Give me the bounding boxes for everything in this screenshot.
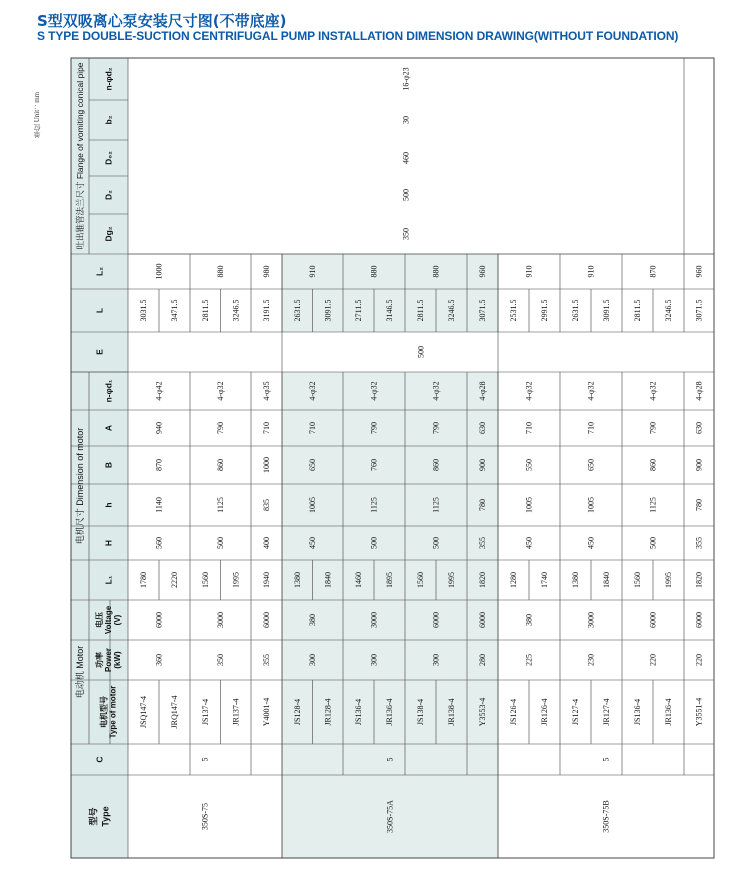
value-a: 710 (524, 422, 534, 434)
motor-dim-group-header: 电机尺寸 Dimension of motor (75, 427, 85, 545)
value-l2: 960 (694, 265, 704, 278)
value-l: 3471.5 (170, 299, 179, 322)
value-l1: 1995 (447, 572, 456, 588)
value-voltage: 3000 (369, 612, 379, 628)
value-a: 630 (478, 422, 487, 434)
value-l2: 880 (216, 265, 225, 278)
group-type-label: 350S-75B (601, 800, 611, 833)
value-h-upper: 355 (478, 537, 487, 549)
value-b: 650 (308, 459, 317, 471)
value-nd1: 4-φ32 (308, 381, 317, 401)
value-l1: 1995 (231, 572, 241, 588)
value-h-lower: 1005 (586, 497, 596, 513)
motor-group-header: 电动机 Motor (75, 645, 85, 699)
unit-label: 单位 Unit：mm (33, 91, 41, 138)
value-l2: 870 (648, 265, 658, 278)
value-b: 860 (648, 459, 658, 471)
value-l: 2991.5 (540, 299, 549, 322)
value-nd1: 4-φ32 (648, 381, 658, 401)
value-b: 860 (431, 459, 441, 471)
value-nd1: 4-φ35 (262, 381, 271, 401)
header-power: Power (104, 647, 113, 673)
value-nd1: 4-φ32 (216, 381, 225, 401)
value-power: 225 (524, 654, 534, 666)
value-l1: 1560 (200, 572, 210, 588)
value-h-lower: 1140 (154, 497, 164, 513)
value-l: 2811.5 (633, 299, 642, 322)
value-h-upper: 355 (694, 537, 704, 549)
value-l: 3191.5 (262, 299, 271, 322)
motor-type-value: JR136-4 (385, 698, 394, 726)
value-nd1: 4-φ32 (524, 381, 534, 401)
value-power: 300 (369, 654, 379, 666)
value-nd1: 4-φ32 (431, 381, 441, 401)
value-voltage: 6000 (431, 612, 441, 628)
group-type-label: 350S-75A (385, 800, 395, 833)
value-l: 2811.5 (200, 299, 210, 322)
value-l1: 1820 (478, 572, 487, 588)
value-a: 790 (369, 422, 379, 434)
motor-type-value: JS136-4 (633, 698, 642, 726)
value-l: 2811.5 (416, 299, 425, 322)
value-a: 790 (216, 422, 225, 434)
value-l: 2631.5 (571, 299, 580, 322)
value-e: 500 (416, 346, 426, 358)
motor-type-value: JS126-4 (509, 698, 518, 726)
value-power: 220 (648, 654, 658, 666)
value-l: 3091.5 (323, 299, 333, 322)
value-l1: 1840 (323, 572, 333, 588)
motor-type-value: JS137-4 (200, 698, 210, 726)
value-l: 3246.5 (664, 299, 673, 322)
motor-type-value: JS136-4 (354, 698, 363, 726)
motor-type-value: JR136-4 (664, 698, 673, 726)
value-a: 940 (154, 422, 164, 434)
header-c: C (94, 756, 105, 763)
value-power: 350 (216, 654, 225, 666)
value-h-upper: 450 (586, 537, 596, 549)
header-nd2: n-φd₂ (103, 67, 114, 91)
value-l1: 1560 (633, 572, 642, 588)
value-h-upper: 500 (431, 537, 441, 549)
value-b2: 30 (401, 116, 411, 124)
motor-type-value: JR126-4 (540, 698, 549, 726)
header-h-lower: h (103, 502, 114, 508)
value-voltage: 6000 (648, 612, 658, 628)
motor-type-value: JRQ147-4 (170, 695, 179, 729)
motor-type-value: JR127-4 (602, 698, 611, 726)
motor-type-value: JS138-4 (416, 698, 425, 726)
value-h-lower: 1125 (431, 497, 441, 513)
header-l1: L₁ (103, 575, 114, 585)
value-h-lower: 1005 (524, 497, 534, 513)
value-b: 650 (586, 459, 596, 471)
group-type-label: 350S-75 (200, 802, 210, 831)
value-a: 710 (586, 422, 596, 434)
header-d2: D₂ (103, 190, 114, 200)
motor-type-value: JS127-4 (571, 698, 580, 726)
value-power: 230 (586, 654, 596, 666)
header-a: A (103, 424, 114, 432)
header-nd1: n-φd₁ (103, 379, 114, 403)
value-h-upper: 450 (308, 537, 317, 549)
page-title-cn: S型双吸离心泵安装尺寸图(不带底座) (37, 12, 287, 30)
flange-group-header: 吐出锥管法兰尺寸 Flange of vomiting conical pipe (75, 62, 85, 250)
value-b: 900 (478, 459, 487, 471)
value-l: 3071.5 (694, 299, 704, 322)
value-c: 5 (601, 757, 611, 762)
value-l: 3146.5 (385, 299, 394, 322)
motor-type-value: JR128-4 (323, 698, 333, 726)
value-l: 3031.5 (139, 299, 148, 322)
header-motor-type: Type of motor (108, 685, 118, 739)
value-h-upper: 500 (216, 537, 225, 549)
value-h-upper: 500 (648, 537, 658, 549)
value-power: 300 (431, 654, 441, 666)
value-h-upper: 400 (262, 537, 271, 549)
value-b: 1000 (262, 457, 271, 473)
motor-type-value: Y3553-4 (478, 697, 487, 727)
value-b: 550 (524, 459, 534, 471)
header-power: (kW) (113, 651, 122, 669)
value-l: 2711.5 (354, 299, 363, 322)
value-voltage: 380 (524, 614, 534, 626)
value-a: 710 (262, 422, 271, 434)
value-power: 280 (478, 654, 487, 666)
value-b: 860 (216, 459, 225, 471)
value-h-lower: 835 (262, 499, 271, 511)
value-l1: 1840 (602, 572, 611, 588)
value-d02: 460 (401, 152, 411, 164)
value-l1: 1380 (571, 572, 580, 588)
value-nd1: 4-φ28 (478, 381, 487, 401)
value-nd2: 16-φ23 (401, 67, 411, 91)
value-h-lower: 780 (694, 499, 704, 511)
value-voltage: 3000 (216, 612, 225, 628)
motor-type-value: Y4001-4 (262, 697, 271, 727)
value-a: 790 (431, 422, 441, 434)
value-power: 360 (154, 654, 164, 666)
value-l2: 880 (431, 265, 441, 278)
page-title-en: S TYPE DOUBLE-SUCTION CENTRIFUGAL PUMP INSTALLATION DIMENSION DRAWING(WITHOUT FOUNDATION) (37, 29, 679, 43)
header-b: B (103, 461, 114, 469)
value-power: 300 (308, 654, 317, 666)
value-l2: 910 (524, 265, 534, 278)
header-b2: b₂ (103, 115, 114, 125)
value-c: 5 (200, 757, 210, 762)
value-h-upper: 450 (524, 537, 534, 549)
value-nd1: 4-φ32 (586, 381, 596, 401)
header-l: L (94, 307, 105, 314)
value-dg2: 350 (401, 228, 411, 240)
value-l: 2631.5 (292, 299, 302, 322)
value-nd1: 4-φ28 (694, 381, 704, 401)
header-type: Type (100, 806, 111, 827)
header-l2: L₂ (94, 267, 105, 276)
header-voltage: (V) (113, 614, 122, 626)
value-b: 900 (694, 459, 704, 471)
header-voltage: Voltage (104, 605, 113, 635)
value-l1: 1560 (416, 572, 425, 588)
value-power: 355 (262, 654, 271, 666)
value-voltage: 380 (308, 614, 317, 626)
value-b: 870 (154, 459, 164, 471)
value-power: 220 (694, 654, 704, 666)
header-voltage: 电压 (95, 612, 104, 628)
header-d02: D₀₂ (103, 151, 114, 165)
header-h-upper: H (103, 539, 114, 547)
value-l: 3246.5 (231, 299, 241, 322)
header-type: 型号 (88, 807, 99, 826)
value-h-upper: 500 (369, 537, 379, 549)
value-l1: 1820 (694, 572, 704, 588)
value-h-lower: 1125 (648, 497, 658, 513)
value-a: 710 (308, 422, 317, 434)
value-l1: 1995 (664, 572, 673, 588)
value-c: 5 (385, 757, 395, 762)
motor-type-value: JR138-4 (447, 698, 456, 726)
value-d2: 500 (401, 189, 411, 201)
value-h-lower: 1125 (216, 497, 225, 513)
value-voltage: 6000 (694, 612, 704, 628)
value-l2: 960 (478, 265, 487, 278)
header-power: 功率 (95, 652, 104, 668)
value-l: 3246.5 (447, 299, 456, 322)
motor-type-value: JS128-4 (292, 698, 302, 726)
value-l1: 1740 (540, 572, 549, 588)
value-l1: 1895 (385, 572, 394, 588)
value-l2: 980 (262, 265, 271, 278)
motor-type-value: JSQ147-4 (139, 695, 148, 729)
header-dg2: Dg₂ (103, 226, 114, 242)
value-nd1: 4-φ42 (154, 381, 164, 401)
header-motor-type: 电机型号 (99, 696, 109, 728)
value-l2: 1000 (154, 263, 164, 280)
value-l2: 910 (586, 265, 596, 278)
value-l1: 1380 (292, 572, 302, 588)
value-b: 760 (369, 459, 379, 471)
value-l1: 1780 (139, 572, 148, 588)
value-voltage: 6000 (154, 612, 164, 628)
value-nd1: 4-φ32 (369, 381, 379, 401)
value-l: 2531.5 (509, 299, 518, 322)
value-h-lower: 1005 (308, 497, 317, 513)
value-l1: 1940 (262, 572, 271, 588)
flange-block (128, 58, 714, 254)
value-h-lower: 780 (478, 499, 487, 511)
value-l1: 1460 (354, 572, 363, 588)
header-e: E (94, 349, 105, 355)
value-voltage: 6000 (478, 612, 487, 628)
value-l1: 2220 (170, 572, 179, 588)
value-voltage: 3000 (586, 612, 596, 628)
value-h-upper: 560 (154, 537, 164, 549)
value-a: 630 (694, 422, 704, 434)
value-voltage: 6000 (262, 612, 271, 628)
value-l2: 910 (308, 265, 317, 278)
motor-type-value: Y3551-4 (694, 697, 704, 727)
value-a: 790 (648, 422, 658, 434)
motor-type-value: JR137-4 (231, 698, 241, 726)
value-h-lower: 1125 (369, 497, 379, 513)
value-l1: 1280 (509, 572, 518, 588)
value-l2: 880 (369, 265, 379, 278)
value-l: 3091.5 (602, 299, 611, 322)
value-l: 3071.5 (478, 299, 487, 322)
